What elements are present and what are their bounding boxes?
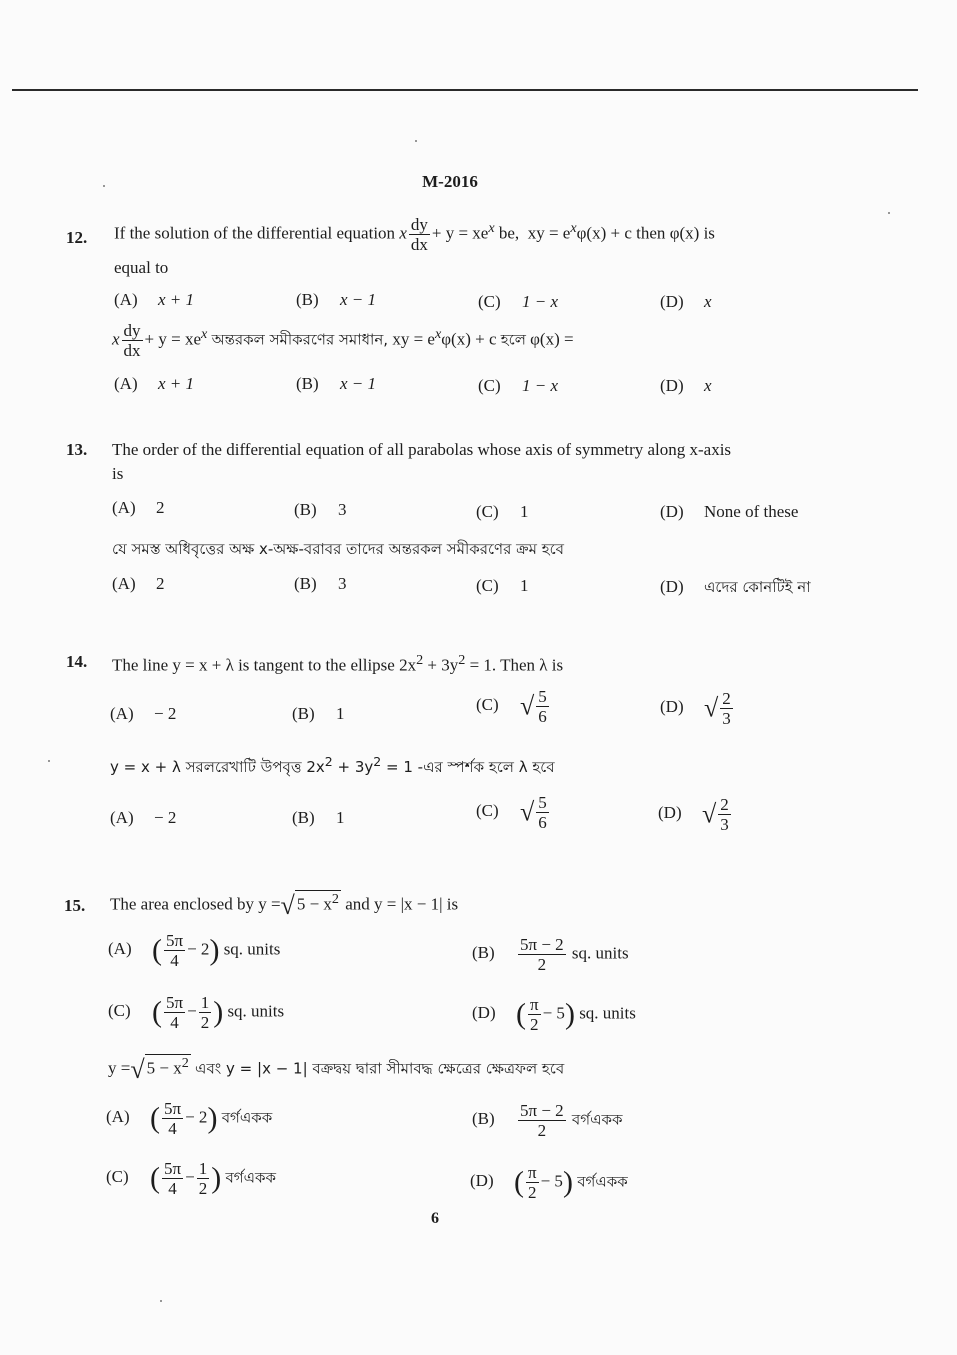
q15-text: The area enclosed by y =√ $5 - x^2$ and y = |x − 1| is [110,890,459,920]
q15-option-d: (D) ( $\frac{\pi}{2}$ − 5) sq. units [472,995,636,1034]
q15-bn-option-a: (A) ( $\frac{5\pi}{4}$ − 2) বর্গএকক [106,1099,273,1138]
q14-number: 14. [66,652,88,671]
q15-text-bengali: y =√ $5 - x^2$ এবং y = |x − 1| বক্রদ্বয় দ্বারা সীমাবদ্ধ ক্ষেত্রের ক্ষেত্রফল হবে [108,1054,565,1084]
header-rule [12,89,918,91]
q15-bn-option-b: (B) $\frac{5\pi - 2}{2}$ বর্গএকক [472,1101,623,1140]
q13-option-d: (D) None of these [660,502,799,521]
q12-number: 12. [66,228,88,247]
q13-text-bengali: যে সমস্ত অধিবৃত্তের অক্ষ x-অক্ষ-বরাবর তাদের অন্তরকল সমীকরণের ক্রম হবে [112,540,565,558]
q12-bn-option-c: (C) 1 − x [478,376,559,395]
q13-option-c: (C) 1 [476,502,529,521]
q15-number: 15. [64,896,86,915]
q14-text-bengali: y = x + λ সরলরেখাটি উপবৃত্ত $2x^2 + 3y^2 = 1$ -এর স্পর্শক হলে λ হবে [110,754,555,776]
q12-option-a: (A) x + 1 [114,290,195,309]
q12-text-line2: equal to [114,258,169,277]
q15-option-c: (C) ( $\frac{5\pi}{4}$ − $\frac{1}{2}$ ) sq. units [108,993,285,1032]
q12-text-bengali: x $\frac{dy}{dx}$ + $y = xe^x$ অন্তরকল সমীকরণের সমাধান, xy = $e^x\varphi(x) + c$ হলে φ(x) = [112,321,574,360]
q12-option-b: (B) x − 1 [296,290,377,309]
q12-option-d: (D) x [660,292,712,311]
q15-bn-option-c: (C) ( $\frac{5\pi}{4}$ − $\frac{1}{2}$ ) বর্গএকক [106,1159,277,1198]
q14-option-a: (A) − 2 [110,704,177,723]
scan-speck [415,140,417,142]
q12-bn-option-a: (A) x + 1 [114,374,195,393]
q13-option-a: (A) 2 [112,498,165,517]
q15-option-b: (B) $\frac{5\pi - 2}{2}$ sq. units [472,935,629,974]
q12-text: If the solution of the differential equation x $\frac{dy}{dx}$ + $y = xe^x$ be, xy = $e^x\varphi(x) + c$ then φ(x) is [114,215,715,254]
q13-bn-option-d: (D) এদের কোনটিই না [660,577,811,596]
q13-bn-option-b: (B) 3 [294,574,347,593]
q13-text: The order of the differential equation of all parabolas whose axis of symmetry along x-axis [112,440,732,459]
q14-bn-option-b: (B) 1 [292,808,345,827]
scan-speck [48,760,50,762]
q13-text-line2: is [112,464,124,483]
q14-option-c: (C) √ $\frac{5}{6}$ [476,687,547,726]
paper-code: M-2016 [422,172,478,191]
scan-speck [160,1300,162,1302]
q13-bn-option-c: (C) 1 [476,576,529,595]
q15-option-a: (A) ( $\frac{5\pi}{4}$ − 2) sq. units [108,931,281,970]
q14-option-d: (D) √ $\frac{2}{3}$ [660,689,731,728]
q14-text: The line y = x + λ is tangent to the ellipse $2x^2 + 3y^2 = 1$. Then λ is [112,652,564,675]
scan-speck [103,185,105,187]
q12-bn-option-b: (B) x − 1 [296,374,377,393]
q13-bn-option-a: (A) 2 [112,574,165,593]
q13-number: 13. [66,440,88,459]
q14-bn-option-d: (D) √ $\frac{2}{3}$ [658,795,729,834]
q12-option-c: (C) 1 − x [478,292,559,311]
q15-bn-option-d: (D) ( $\frac{\pi}{2}$ − 5) বর্গএকক [470,1163,628,1202]
scan-speck [888,212,890,214]
q13-option-b: (B) 3 [294,500,347,519]
q14-bn-option-c: (C) √ $\frac{5}{6}$ [476,793,547,832]
q12-bn-option-d: (D) x [660,376,712,395]
q14-option-b: (B) 1 [292,704,345,723]
q14-bn-option-a: (A) − 2 [110,808,177,827]
page-number: 6 [431,1210,439,1227]
